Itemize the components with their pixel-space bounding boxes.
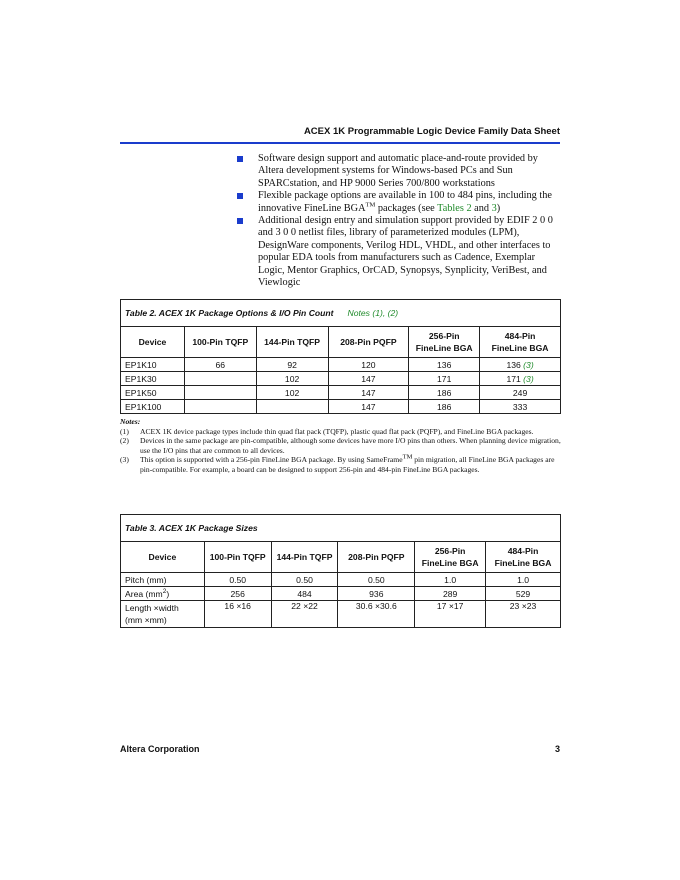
table-row: Area $(mm^2)$ 256 484 936 289 529 bbox=[121, 587, 561, 601]
table3-link[interactable]: 3 bbox=[491, 202, 497, 214]
note3-ref[interactable]: (3) bbox=[523, 359, 534, 370]
table2-notes: Notes: (1) ACEX 1K device package types include thin quad flat pack (TQFP), plastic quad flat pack (PQFP), and FineLine BGA packages. (2) Devices in the same package are pin-compatible, although some devices have more I/O pins than others. When planning device migration, use the I/O pins that are common to all devices. (3) This option is supported with a 256-pin FineLine BGA package. By using SameFrame™ pin migration, all FineLine BGA packages are pin-compatible. For example, a board can be designed to support 256-pin and 484-pin FineLine BGA packages. bbox=[120, 417, 565, 475]
running-header: ACEX 1K Programmable Logic Device Family Data Sheet bbox=[303, 126, 560, 137]
list-item: Software design support and automatic place-and-route provided by Altera development systems for Windows-based PCs and Sun SPARCstation, and HP 9000 Series 700/800 workstations bbox=[237, 153, 563, 190]
note-item: (3) This option is supported with a 256-pin FineLine BGA package. By using SameFrame™ pin migration, all FineLine BGA packages are pin-compatible. For example, a board can be designed to support 256-pin and 484-pin FineLine BGA packages. bbox=[120, 453, 555, 474]
table-row: EP1K50 102 147 186 249 bbox=[121, 386, 561, 400]
table2-notes-link[interactable]: Notes (1), (2) bbox=[347, 308, 399, 318]
table-package-sizes bbox=[120, 514, 561, 628]
table-header-row: Device 100-Pin TQFP 144-Pin TQFP 208-Pin PQFP 256-Pin FineLine BGA 484-Pin FineLine BGA bbox=[121, 327, 561, 358]
table-row: Length ×width (mm ×mm) 16 ×16 22 ×22 30.6 ×30.6 17 ×17 23 ×23 bbox=[121, 601, 561, 628]
table-row: Pitch (mm) 0.50 0.50 0.50 1.0 1.0 bbox=[121, 573, 561, 587]
table-row: EP1K30 102 147 171 171 (3) bbox=[121, 372, 561, 386]
bullet-square-icon bbox=[237, 193, 243, 199]
bullet-square-icon bbox=[237, 156, 243, 162]
note-item: (2) Devices in the same package are pin-compatible, although some devices have more I/O pins than others. When planning device migration, use the I/O pins that are common to all devices. bbox=[120, 436, 561, 455]
note-item: (1) ACEX 1K device package types include thin quad flat pack (TQFP), plastic quad flat pack (PQFP), and FineLine BGA packages. bbox=[120, 426, 534, 436]
table2-caption: Table 2. ACEX 1K Package Options & I/O Pin Count Notes (1), (2) bbox=[121, 300, 561, 327]
note3-ref[interactable]: (3) bbox=[523, 373, 534, 384]
table-package-options bbox=[120, 299, 561, 414]
feature-list bbox=[237, 153, 563, 289]
page-number: 3 bbox=[554, 744, 560, 754]
list-item: Additional design entry and simulation support provided by EDIF 2 0 0 and 3 0 0 netlist files, library of parameterized modules (LPM), DesignWare components, Verilog HDL, VHDL, and other interfaces to popular EDA tools from manufacturers such as Cadence, Exemplar Logic, Mentor Graphics, OrCAD, Synopsys, Synplicity, VeriBest, and Viewlogic bbox=[237, 215, 563, 289]
list-item: Flexible package options are available in 100 to 484 pins, including the innovative FineLine BGA™ packages (see Tables 2 and 3) bbox=[237, 190, 563, 215]
bullet-square-icon bbox=[237, 218, 243, 224]
table-row: EP1K10 66 92 120 136 136 (3) bbox=[121, 358, 561, 372]
table-row: EP1K100 147 186 333 bbox=[121, 400, 561, 414]
table3-caption: Table 3. ACEX 1K Package Sizes bbox=[121, 515, 561, 542]
header-rule bbox=[120, 142, 560, 144]
table2-link[interactable]: Tables 2 bbox=[437, 202, 472, 214]
table-header-row: Device 100-Pin TQFP 144-Pin TQFP 208-Pin PQFP 256-Pin FineLine BGA 484-Pin FineLine BGA bbox=[121, 542, 561, 573]
footer-company: Altera Corporation bbox=[120, 744, 200, 754]
